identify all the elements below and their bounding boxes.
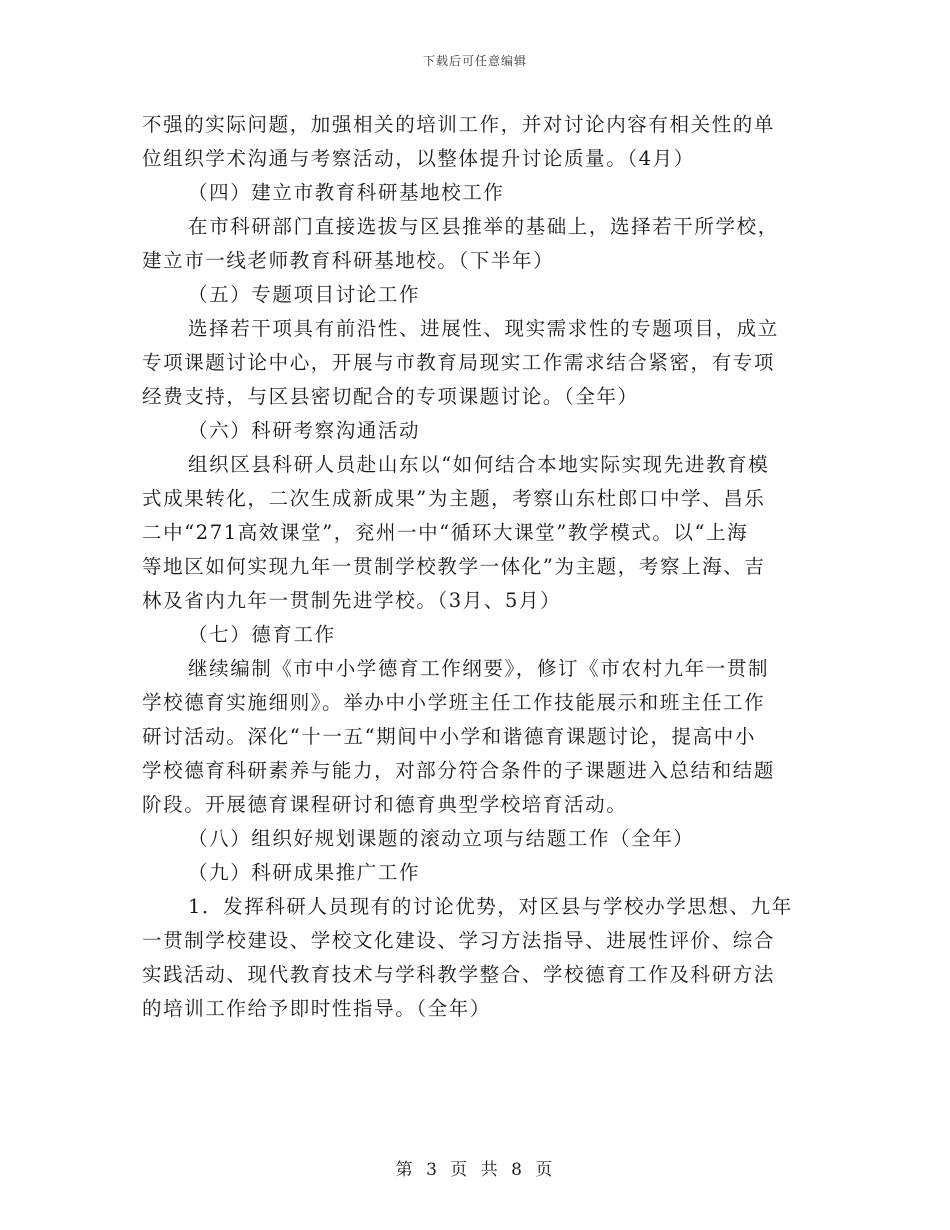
paragraph-line: 选择若干项具有前沿性、进展性、现实需求性的专题项目，成立 xyxy=(188,317,779,340)
paragraph-line: 建立市一线老师教育科研基地校。（下半年） xyxy=(142,249,555,272)
paragraph-line: 1．发挥科研人员现有的讨论优势，对区县与学校办学思想、九年 xyxy=(188,895,793,918)
paragraph-line: 的培训工作给予即时性指导。（全年） xyxy=(142,997,491,1020)
page-header: 下载后可任意编辑 xyxy=(422,54,527,68)
paragraph-line: 不强的实际问题，加强相关的培训工作，并对讨论内容有相关性的单 xyxy=(142,113,776,136)
paragraph-line: 学校德育实施细则》。举办中小学班主任工作技能展示和班主任工作 xyxy=(142,691,766,714)
paragraph-line: 经费支持，与区县密切配合的专项课题讨论。（全年） xyxy=(142,385,639,408)
paragraph-line: 林及省内九年一贯制先进学校。（3月、5月） xyxy=(142,589,562,612)
paragraph-line: 一贯制学校建设、学校文化建设、学习方法指导、进展性评价、综合 xyxy=(142,929,776,952)
paragraph-line: 实践活动、现代教育技术与学科教学整合、学校德育工作及科研方法 xyxy=(142,963,776,986)
section-heading: （七）德育工作 xyxy=(188,623,336,646)
page-footer: 第 3 页 共 8 页 xyxy=(395,1160,555,1180)
paragraph-line: 学校德育科研素养与能力，对部分符合条件的子课题进入总结和结题 xyxy=(142,759,776,782)
paragraph-line: 阶段。开展德育课程研讨和德育典型学校培育活动。 xyxy=(142,793,628,816)
paragraph-line: 组织区县科研人员赴山东以“如何结合本地实际实现先进教育模 xyxy=(188,453,770,476)
paragraph-line: 在市科研部门直接选拔与区县推举的基础上，选择若干所学校， xyxy=(188,215,779,238)
section-heading: （五）专题项目讨论工作 xyxy=(188,283,421,306)
paragraph-line: 式成果转化，二次生成新成果”为主题，考察山东杜郎口中学、昌乐 xyxy=(142,487,766,510)
paragraph-line: 研讨活动。深化“十一五“期间中小学和谐德育课题讨论，提高中小 xyxy=(142,725,756,748)
section-heading: （六）科研考察沟通活动 xyxy=(188,419,421,442)
paragraph-line: 专项课题讨论中心，开展与市教育局现实工作需求结合紧密，有专项 xyxy=(142,351,776,374)
section-heading: （八）组织好规划课题的滚动立项与结题工作（全年） xyxy=(188,827,695,850)
paragraph-line: 二中“271高效课堂”，兖州一中“循环大课堂”教学模式。以“上海 xyxy=(142,521,749,544)
paragraph-line: 位组织学术沟通与考察活动，以整体提升讨论质量。（4月） xyxy=(142,147,695,170)
paragraph-line: 继续编制《市中小学德育工作纲要》，修订《市农村九年一贯制 xyxy=(188,657,770,680)
section-heading: （四）建立市教育科研基地校工作 xyxy=(188,181,505,204)
document-body xyxy=(142,108,812,1026)
paragraph-line: 等地区如何实现九年一贯制学校教学一体化”为主题，考察上海、吉 xyxy=(142,555,766,578)
section-heading: （九）科研成果推广工作 xyxy=(188,861,421,884)
